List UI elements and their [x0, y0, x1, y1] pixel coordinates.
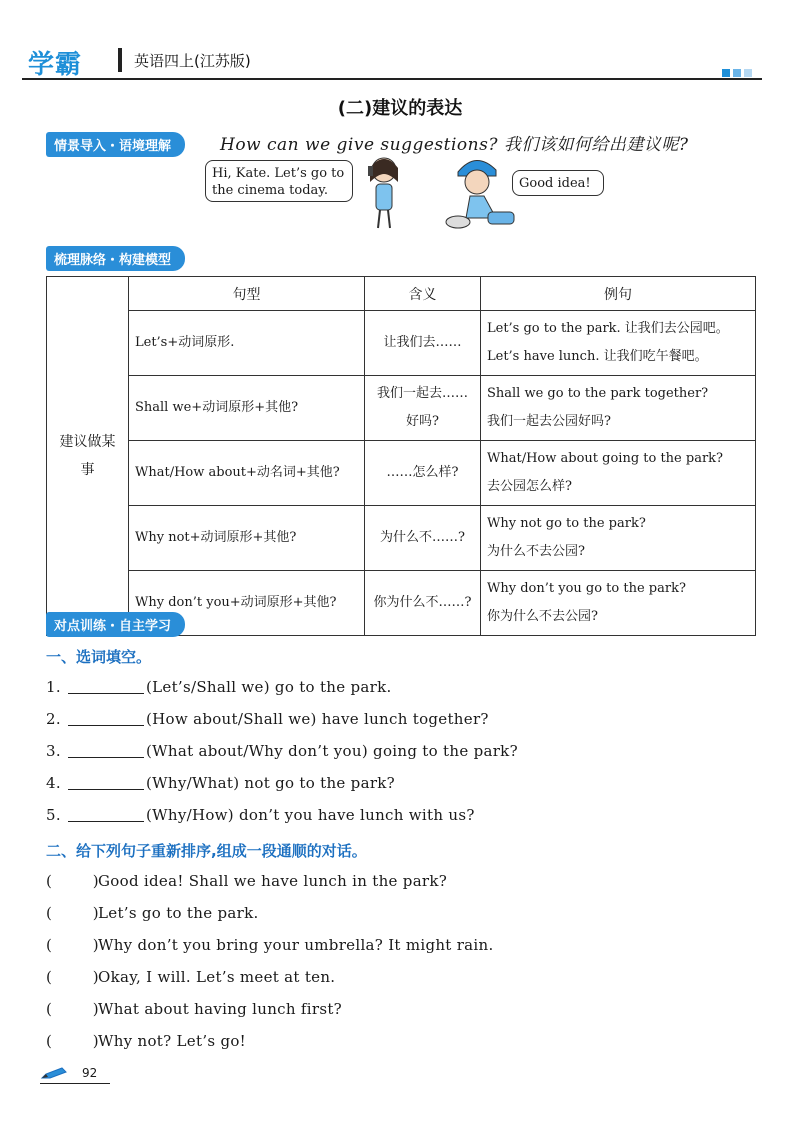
order-item — [46, 1032, 246, 1050]
book-title: 英语四上(江苏版) — [134, 52, 251, 70]
dot-1 — [722, 69, 730, 77]
boy-phone-illustration — [444, 152, 524, 232]
intro-tag: 情景导入・语境理解 — [46, 132, 185, 157]
pattern-cell: Why not+动词原形+其他? — [129, 506, 365, 571]
table-row — [47, 506, 756, 571]
header-divider — [118, 48, 122, 72]
example-line-2: 去公园怎么样? — [487, 479, 572, 494]
order-item — [46, 936, 494, 954]
example-line-2: Let’s have lunch. 让我们吃午餐吧。 — [487, 349, 708, 364]
fill-item — [46, 710, 489, 728]
example-cell — [481, 441, 756, 506]
item-text: (Why/How) don’t you have lunch with us? — [146, 806, 475, 824]
item-text: Okay, I will. Let’s meet at ten. — [98, 968, 336, 986]
suggestion-pattern-table — [46, 276, 756, 636]
fill-item — [46, 742, 518, 760]
order-slot[interactable]: ( ) — [46, 936, 99, 954]
pattern-cell: Why don’t you+动词原形+其他? — [129, 571, 365, 636]
meaning-cell: 为什么不……? — [365, 506, 481, 571]
example-line-1: Let’s go to the park. 让我们去公园吧。 — [487, 321, 729, 336]
item-text: Good idea! Shall we have lunch in the park? — [98, 872, 448, 890]
example-cell — [481, 506, 756, 571]
meaning-cell: 你为什么不……? — [365, 571, 481, 636]
header-pattern: 句型 — [129, 277, 365, 311]
item-text: (What about/Why don’t you) going to the park? — [146, 742, 518, 760]
fill-item — [46, 774, 395, 792]
table-header-row — [47, 277, 756, 311]
item-number: 5. — [46, 806, 61, 824]
answer-blank[interactable] — [68, 712, 144, 726]
item-number: 2. — [46, 710, 61, 728]
practice-tag: 对点训练・自主学习 — [46, 612, 185, 637]
pattern-cell: What/How about+动名词+其他? — [129, 441, 365, 506]
order-slot[interactable]: ( ) — [46, 904, 99, 922]
answer-blank[interactable] — [68, 744, 144, 758]
example-line-1: Shall we go to the park together? — [487, 386, 709, 401]
item-text: (Why/What) not go to the park? — [146, 774, 396, 792]
example-cell — [481, 376, 756, 441]
example-cell — [481, 571, 756, 636]
model-tag: 梳理脉络・构建模型 — [46, 246, 185, 271]
dot-3 — [744, 69, 752, 77]
answer-blank[interactable] — [68, 680, 144, 694]
order-item — [46, 904, 259, 922]
page-number: 92 — [82, 1066, 98, 1080]
page-header — [22, 40, 762, 80]
fill-item — [46, 806, 475, 824]
item-text: What about having lunch first? — [98, 1000, 342, 1018]
order-item — [46, 968, 335, 986]
item-text: Why don’t you bring your umbrella? It might rain. — [98, 936, 494, 954]
meaning-cell: ……怎么样? — [365, 441, 481, 506]
part1-title: 一、选词填空。 — [46, 648, 152, 666]
speech-bubble-left: Hi, Kate. Let’s go to the cinema today. — [205, 160, 353, 202]
example-line-2: 你为什么不去公园? — [487, 609, 598, 624]
example-line-2: 我们一起去公园好吗? — [487, 414, 611, 429]
order-item — [46, 1000, 342, 1018]
pencil-icon — [40, 1066, 70, 1080]
item-text: (How about/Shall we) have lunch together? — [146, 710, 489, 728]
speech-bubble-right: Good idea! — [512, 170, 604, 196]
brand-logo: 学霸 — [28, 50, 83, 80]
example-line-2: 为什么不去公园? — [487, 544, 585, 559]
example-line-1: What/How about going to the park? — [487, 451, 724, 466]
girl-phone-illustration — [360, 152, 408, 230]
item-number: 4. — [46, 774, 61, 792]
pattern-cell: Let’s+动词原形. — [129, 311, 365, 376]
order-slot[interactable]: ( ) — [46, 968, 99, 986]
order-slot[interactable]: ( ) — [46, 1032, 99, 1050]
section-title: (二)建议的表达 — [337, 98, 463, 119]
header-meaning: 含义 — [365, 277, 481, 311]
table-row — [47, 441, 756, 506]
part2-title: 二、给下列句子重新排序,组成一段通顺的对话。 — [46, 842, 367, 860]
order-slot[interactable]: ( ) — [46, 1000, 99, 1018]
example-line-1: Why don’t you go to the park? — [487, 581, 686, 596]
item-text: (Let’s/Shall we) go to the park. — [146, 678, 392, 696]
item-text: Let’s go to the park. — [98, 904, 259, 922]
item-number: 3. — [46, 742, 61, 760]
intro-question: How can we give suggestions? 我们该如何给出建议呢? — [220, 135, 689, 155]
table-row — [47, 376, 756, 441]
answer-blank[interactable] — [68, 776, 144, 790]
meaning-cell: 让我们去…… — [365, 311, 481, 376]
answer-blank[interactable] — [68, 808, 144, 822]
order-item — [46, 872, 447, 890]
meaning-cell: 我们一起去……好吗? — [365, 376, 481, 441]
fill-item — [46, 678, 392, 696]
category-label: 建议做某事 — [59, 434, 116, 478]
order-slot[interactable]: ( ) — [46, 872, 99, 890]
header-decoration — [719, 62, 752, 81]
example-line-1: Why not go to the park? — [487, 516, 646, 531]
pattern-cell: Shall we+动词原形+其他? — [129, 376, 365, 441]
item-text: Why not? Let’s go! — [98, 1032, 247, 1050]
header-example: 例句 — [481, 277, 756, 311]
example-cell — [481, 311, 756, 376]
table-row — [47, 311, 756, 376]
dot-2 — [733, 69, 741, 77]
corner-cell — [47, 277, 129, 636]
item-number: 1. — [46, 678, 61, 696]
